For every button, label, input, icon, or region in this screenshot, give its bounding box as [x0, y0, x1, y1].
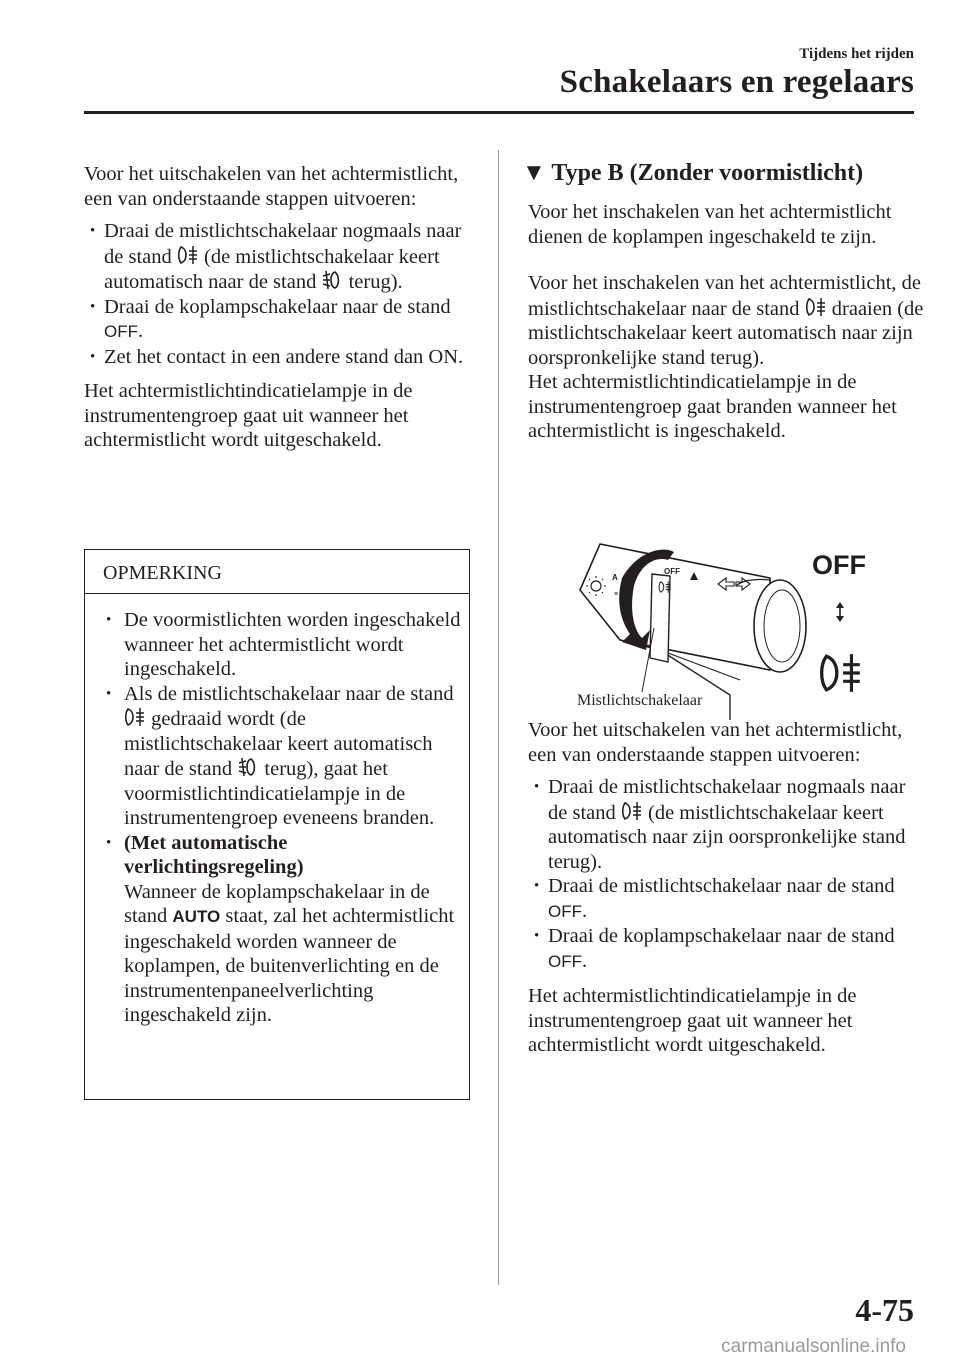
list-item: • Zet het contact in een andere stand dan ON.: [84, 345, 479, 370]
note-text: terug), gaat het voormistlichtindicatielampje in de instrumentengroep eveneens branden.: [124, 758, 435, 829]
front-fog-icon: [321, 269, 343, 291]
list-item: [84, 219, 479, 295]
right-p4: Voor het uitschakelen van het achtermistlicht, een van onderstaande stappen uitvoeren:: [528, 719, 903, 766]
column-divider: [498, 150, 499, 1285]
header-section-label: Tijdens het rijden: [799, 46, 914, 62]
step-text: Draai de mistlichtschakelaar nogmaals naar de stand: [104, 220, 462, 268]
step-text: Draai de mistlichtschakelaar naar de stand: [548, 875, 895, 897]
list-item: [528, 924, 928, 974]
right-p3: Het achtermistlichtindicatielampje in de instrumentengroep gaat branden wanneer het achtermistlicht is ingeschakeld.: [528, 371, 897, 442]
note-text: staat, zal het achtermistlicht ingeschakeld worden wanneer de koplampen, de buitenverlichting en de instrumentenpaneelverlichting ingeschakeld zijn.: [124, 905, 455, 1026]
rear-fog-icon: [124, 706, 146, 728]
figure-off-label: OFF: [812, 550, 866, 580]
list-item: • De voormistlichten worden ingeschakeld wanneer het achtermistlicht wordt ingeschakeld.: [103, 608, 463, 682]
step-text: (de mistlichtschakelaar keert automatisch naar de stand: [104, 245, 440, 293]
left-column: [84, 162, 479, 453]
front-fog-icon: [237, 756, 259, 778]
list-item: [528, 775, 928, 874]
note-condition: (Met automatische verlichtingsregeling): [124, 831, 304, 878]
note-text: Wanneer de koplampschakelaar in de stand: [124, 880, 430, 927]
note-heading: OPMERKING: [85, 550, 469, 594]
triangle-bullet-icon: ▼: [522, 160, 546, 186]
off-label: OFF: [548, 951, 582, 971]
rear-fog-icon: [822, 654, 860, 692]
period: .: [582, 899, 588, 922]
right-outro: Het achtermistlichtindicatielampje in de instrumentengroep gaat uit wanneer het achtermistlicht wordt uitgeschakeld.: [528, 985, 857, 1056]
list-item: [103, 831, 463, 1028]
off-label: OFF: [548, 901, 582, 921]
rear-fog-icon: [805, 296, 827, 318]
left-outro: Het achtermistlichtindicatielampje in de instrumentengroep gaat uit wanneer het achtermistlicht wordt uitgeschakeld.: [84, 380, 413, 451]
period: .: [582, 949, 588, 972]
note-text: gedraaid wordt (de mistlichtschakelaar keert automatisch naar de stand: [124, 708, 433, 780]
para-text: Voor het inschakelen van het achtermistlicht, de mistlichtschakelaar naar de stand: [528, 272, 921, 320]
note-box: [84, 549, 470, 1100]
list-item: [528, 874, 928, 924]
section-heading: [522, 160, 863, 187]
step-text: Draai de mistlichtschakelaar nogmaals naar de stand: [548, 776, 906, 824]
figure-caption: Mistlichtschakelaar: [577, 692, 703, 709]
rear-fog-icon: [177, 244, 199, 266]
rear-fog-icon: [621, 800, 643, 822]
note-text: Als de mistlichtschakelaar naar de stand: [124, 682, 454, 705]
list-item: [103, 682, 463, 831]
page-title: Schakelaars en regelaars: [559, 64, 914, 100]
period: .: [138, 320, 144, 342]
para-text: draaien (de mistlichtschakelaar keert automatisch naar zijn oorspronkelijke stand terug).: [528, 297, 924, 369]
list-item: [84, 295, 479, 345]
step-text: (de mistlichtschakelaar keert automatisch naar zijn oorspronkelijke stand terug).: [548, 801, 906, 873]
right-column-top: [528, 200, 928, 444]
header-divider: [84, 111, 914, 114]
page-number: 4-75: [855, 1292, 914, 1328]
section-heading-text: Type B (Zonder voormistlicht): [551, 160, 864, 186]
watermark: carmanualsonline.info: [721, 1336, 906, 1357]
note-list: [103, 608, 463, 1028]
right-p2: [528, 271, 928, 370]
right-p1: Voor het inschakelen van het achtermistlicht dienen de koplampen ingeschakeld te zijn.: [528, 201, 892, 248]
auto-label: AUTO: [172, 907, 221, 926]
svg-text:OFF: OFF: [664, 567, 680, 576]
svg-text:≡: ≡: [614, 591, 619, 598]
step-text: Draai de koplampschakelaar naar de stand: [104, 295, 451, 318]
left-intro: Voor het uitschakelen van het achtermistlicht, een van onderstaande stappen uitvoeren:: [84, 163, 459, 210]
right-column-bottom: [528, 718, 928, 1058]
step-text: Draai de koplampschakelaar naar de stand: [548, 925, 895, 947]
svg-text:A: A: [612, 573, 618, 582]
right-steps-list: [528, 775, 928, 974]
off-label: OFF: [104, 322, 138, 341]
left-steps-list: [84, 219, 479, 369]
step-text: terug).: [348, 271, 403, 293]
